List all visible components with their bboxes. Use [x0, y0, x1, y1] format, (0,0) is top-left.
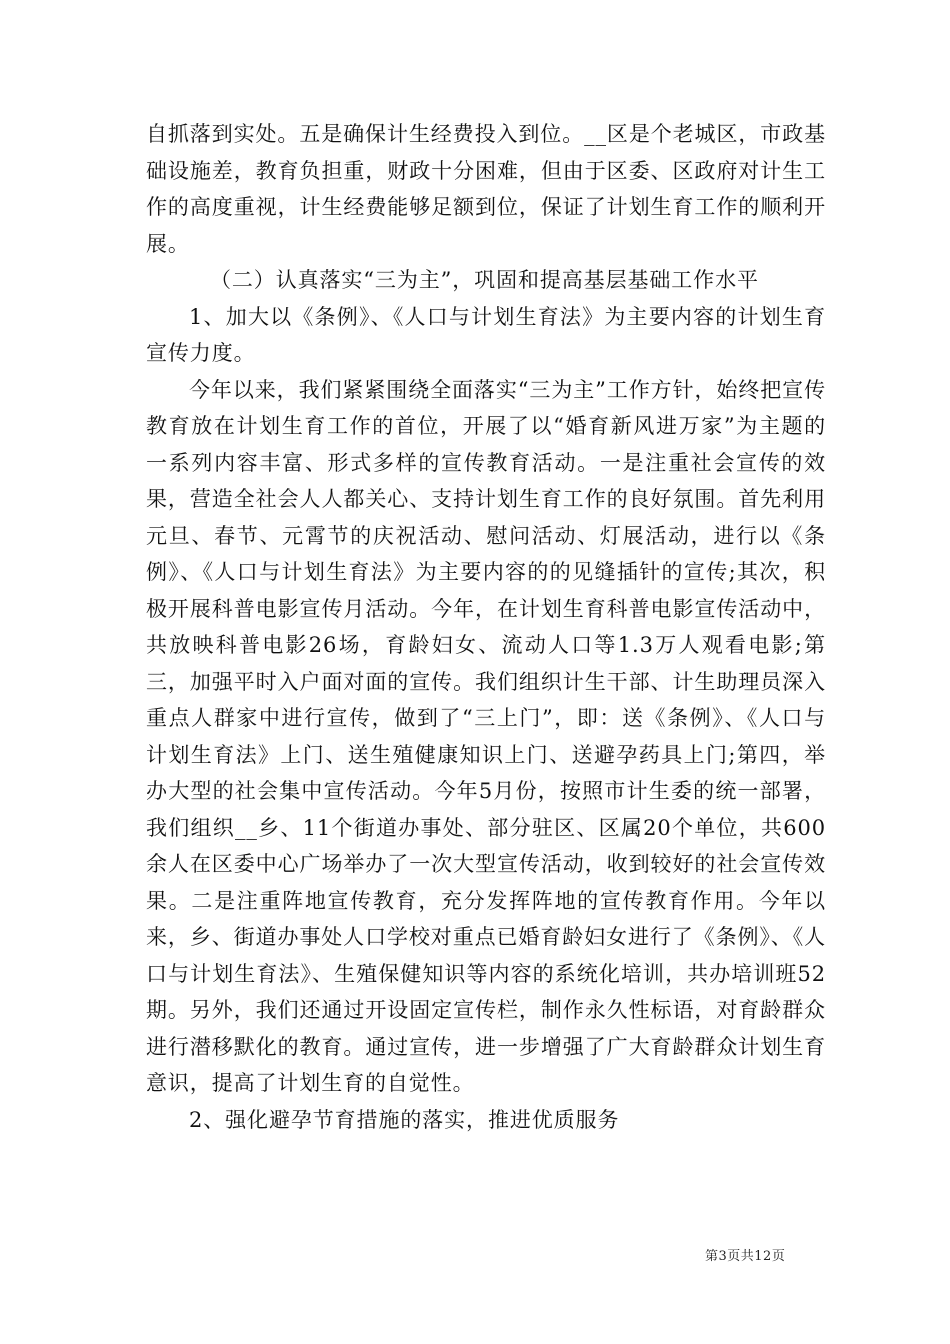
subsection-heading-1: 1、加大以《条例》、《人口与计划生育法》为主要内容的计划生育宣传力度。 — [146, 304, 826, 365]
paragraph-funding: 自抓落到实处。五是确保计生经费投入到位。__区是个老城区，市政基础设施差，教育负担重，财政十分困难，但由于区委、区政府对计生工作的高度重视，计生经费能够足额到位，保证了计划生育工作的顺利开展。 — [146, 122, 826, 256]
subsection-heading-2: 2、强化避孕节育措施的落实，推进优质服务 — [189, 1107, 620, 1132]
section-heading: （二）认真落实“三为主”，巩固和提高基层基础工作水平 — [210, 268, 759, 292]
document-body — [146, 116, 826, 1138]
page-number: 第3页共12页 — [705, 1249, 786, 1264]
paragraph-publicity: 今年以来，我们紧紧围绕全面落实“三为主”工作方针，始终把宣传教育放在计划生育工作的首位，开展了以“婚育新风进万家”为主题的一系列内容丰富、形式多样的宣传教育活动。一是注重社会宣传的效果，营造全社会人人都关心、支持计划生育工作的良好氛围。首先利用元旦、春节、元霄节的庆祝活动、慰问活动、灯展活动，进行以《条例》、《人口与计划生育法》为主要内容的的见缝插针的宣传;其次，积极开展科普电影宣传月活动。今年，在计划生育科普电影宣传活动中，共放映科普电影26场，育龄妇女、流动人口等1.3万人观看电影;第三，加强平时入户面对面的宣传。我们组织计生干部、计生助理员深入重点人群家中进行宣传，做到了“三上门”，即：送《条例》、《人口与计划生育法》上门、送生殖健康知识上门、送避孕药具上门;第四，举办大型的社会集中宣传活动。今年5月份，按照市计生委的统一部署，我们组织__乡、11个街道办事处、部分驻区、区属20个单位，共600余人在区委中心广场举办了一次大型宣传活动，收到较好的社会宣传效果。二是注重阵地宣传教育，充分发挥阵地的宣传教育作用。今年以来，乡、街道办事处人口学校对重点已婚育龄妇女进行了《条例》、《人口与计划生育法》、生殖保健知识等内容的系统化培训，共办培训班52期。另外，我们还通过开设固定宣传栏，制作永久性标语，对育龄群众进行潜移默化的教育。通过宣传，进一步增强了广大育龄群众计划生育意识，提高了计划生育的自觉性。 — [146, 377, 826, 1095]
